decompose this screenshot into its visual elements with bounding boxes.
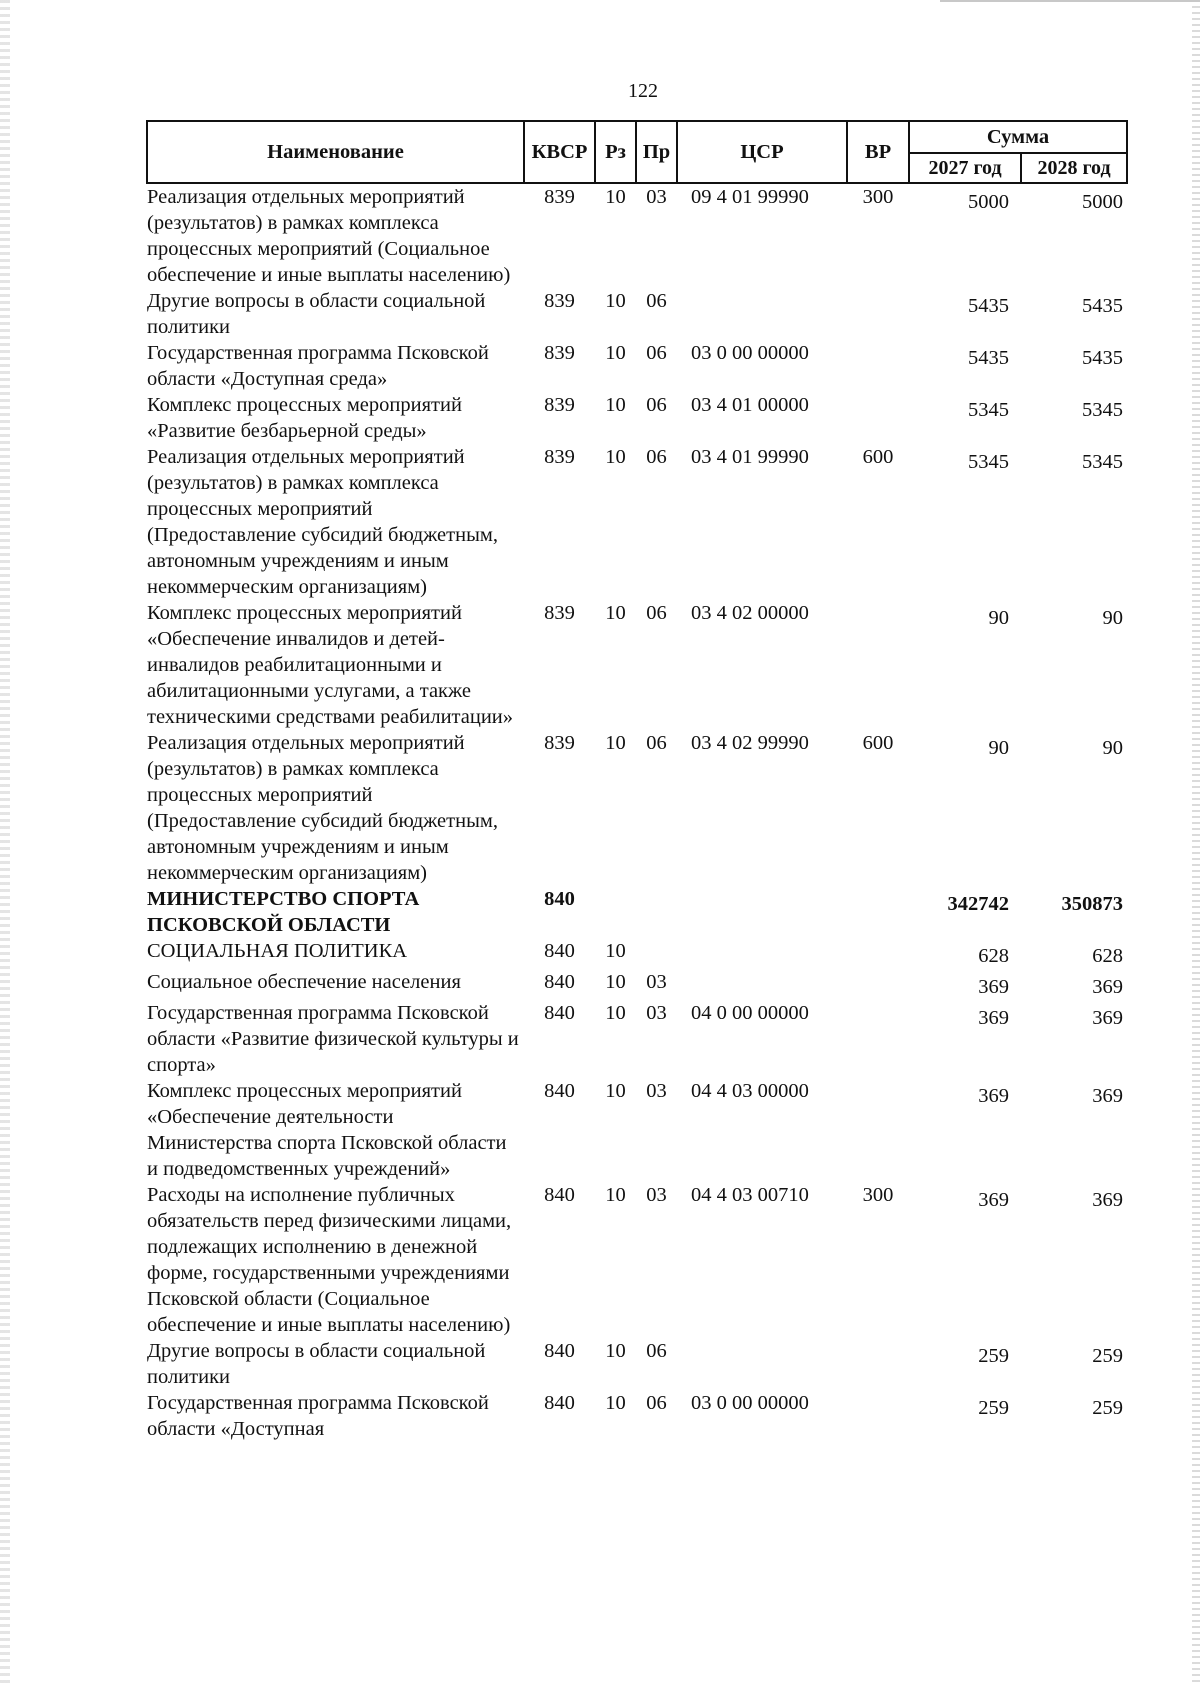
row-name: Комплекс процессных мероприятий «Развитие безбарьерной среды» <box>147 394 462 442</box>
row-pr: 06 <box>646 290 667 312</box>
row-rz: 10 <box>605 1184 626 1206</box>
row-sum-2028-value: 5435 <box>1082 347 1123 369</box>
row-sum-2028 <box>1021 392 1127 444</box>
row-name: Комплекс процессных мероприятий «Обеспечение инвалидов и детей-инвалидов реабилитационными и абилитационными услугами, а также техническими средствами реабилитации» <box>147 602 514 728</box>
row-sum-2027 <box>909 1338 1021 1390</box>
table-header <box>147 121 1127 183</box>
row-sum-2027 <box>909 1182 1021 1338</box>
budget-table-container <box>146 120 1126 1442</box>
row-vr <box>847 340 909 392</box>
row-sum-2028-value: 259 <box>1092 1345 1123 1367</box>
row-kvsr: 840 <box>544 1392 575 1414</box>
table-row <box>147 183 1127 288</box>
scan-edge-right <box>1192 0 1200 1686</box>
table-row <box>147 1000 1127 1078</box>
row-csr: 09 4 01 99990 <box>691 186 809 208</box>
row-rz: 10 <box>605 1340 626 1362</box>
header-year-2027: 2027 год <box>909 153 1021 183</box>
row-kvsr: 840 <box>544 1002 575 1024</box>
row-sum-2028-value: 369 <box>1092 1007 1123 1029</box>
row-kvsr: 840 <box>544 1184 575 1206</box>
row-sum-2028 <box>1021 288 1127 340</box>
row-rz: 10 <box>605 1002 626 1024</box>
row-name: Реализация отдельных мероприятий (результатов) в рамках комплекса процессных мероприятий (Социальное обеспечение и иные выплаты населению) <box>147 186 511 286</box>
row-name: Расходы на исполнение публичных обязательств перед физическими лицами, подлежащих исполнению в денежной форме, государственными учреждениями Псковской области (Социальное обеспечение и иные выплаты населению) <box>147 1184 512 1336</box>
row-rz: 10 <box>605 446 626 468</box>
row-sum-2028 <box>1021 1338 1127 1390</box>
row-sum-2028 <box>1021 938 1127 969</box>
row-kvsr: 840 <box>544 888 575 910</box>
row-csr: 04 4 03 00000 <box>691 1080 809 1102</box>
row-vr <box>847 288 909 340</box>
table-row <box>147 1338 1127 1390</box>
row-sum-2028 <box>1021 886 1127 938</box>
header-year-2028: 2028 год <box>1021 153 1127 183</box>
row-sum-2028 <box>1021 730 1127 886</box>
row-pr: 06 <box>646 394 667 416</box>
row-pr: 03 <box>646 1184 667 1206</box>
row-name: Государственная программа Псковской области «Развитие физической культуры и спорта» <box>147 1002 519 1076</box>
row-sum-2028-value: 90 <box>1102 737 1123 759</box>
table-row <box>147 288 1127 340</box>
row-sum-2028-value: 5435 <box>1082 295 1123 317</box>
row-kvsr: 839 <box>544 342 575 364</box>
row-sum-2027-value: 5000 <box>968 191 1009 213</box>
row-sum-2028 <box>1021 1078 1127 1182</box>
row-name: Другие вопросы в области социальной политики <box>147 1340 486 1388</box>
row-sum-2028-value: 5345 <box>1082 399 1123 421</box>
page-number: 122 <box>628 80 658 102</box>
row-name: Государственная программа Псковской области «Доступная среда» <box>147 342 489 390</box>
header-rz: Рз <box>595 121 636 183</box>
row-pr: 03 <box>646 1080 667 1102</box>
row-sum-2027 <box>909 1390 1021 1442</box>
header-vr: ВР <box>847 121 909 183</box>
scan-top-rule <box>940 0 1200 2</box>
header-pr: Пр <box>636 121 677 183</box>
row-vr <box>847 1078 909 1182</box>
table-row <box>147 600 1127 730</box>
row-sum-2028 <box>1021 600 1127 730</box>
row-pr: 06 <box>646 602 667 624</box>
budget-table <box>146 120 1128 1442</box>
row-sum-2028-value: 628 <box>1092 945 1123 967</box>
row-csr <box>677 886 847 938</box>
row-kvsr: 840 <box>544 940 575 962</box>
row-kvsr: 839 <box>544 290 575 312</box>
table-row <box>147 1182 1127 1338</box>
row-pr: 03 <box>646 186 667 208</box>
row-sum-2028 <box>1021 1390 1127 1442</box>
row-rz: 10 <box>605 940 626 962</box>
row-sum-2027-value: 259 <box>978 1345 1009 1367</box>
row-rz: 10 <box>605 186 626 208</box>
row-sum-2027-value: 369 <box>978 976 1009 998</box>
row-kvsr: 839 <box>544 186 575 208</box>
row-pr <box>636 886 677 938</box>
row-rz: 10 <box>605 394 626 416</box>
row-sum-2027 <box>909 1078 1021 1182</box>
row-vr: 300 <box>862 1184 894 1206</box>
row-name: Социальное обеспечение населения <box>147 971 461 993</box>
row-name: Реализация отдельных мероприятий (результатов) в рамках комплекса процессных мероприятий (Предоставление субсидий бюджетным, автономным учреждениям и иным некоммерческим организациям) <box>147 446 498 598</box>
row-name: МИНИСТЕРСТВО СПОРТА ПСКОВСКОЙ ОБЛАСТИ <box>147 888 420 936</box>
table-row <box>147 730 1127 886</box>
row-sum-2027-value: 5435 <box>968 295 1009 317</box>
row-sum-2027-value: 628 <box>978 945 1009 967</box>
row-csr <box>677 288 847 340</box>
row-sum-2028-value: 350873 <box>1061 893 1123 915</box>
row-vr: 600 <box>862 446 894 468</box>
row-rz: 10 <box>605 732 626 754</box>
row-sum-2028 <box>1021 1182 1127 1338</box>
row-rz: 10 <box>605 1080 626 1102</box>
row-sum-2027-value: 5435 <box>968 347 1009 369</box>
row-sum-2028 <box>1021 969 1127 1000</box>
row-pr: 06 <box>646 732 667 754</box>
row-sum-2028 <box>1021 1000 1127 1078</box>
row-pr: 06 <box>646 446 667 468</box>
row-sum-2027-value: 5345 <box>968 399 1009 421</box>
row-sum-2027 <box>909 938 1021 969</box>
header-csr: ЦСР <box>677 121 847 183</box>
row-sum-2027 <box>909 340 1021 392</box>
row-csr: 03 4 02 99990 <box>691 732 809 754</box>
row-pr: 06 <box>646 342 667 364</box>
row-kvsr: 840 <box>544 1340 575 1362</box>
row-sum-2028-value: 5345 <box>1082 451 1123 473</box>
table-row <box>147 1390 1127 1442</box>
row-rz: 10 <box>605 971 626 993</box>
row-csr: 03 4 02 00000 <box>691 602 809 624</box>
row-sum-2028-value: 369 <box>1092 1189 1123 1211</box>
row-csr: 04 0 00 00000 <box>691 1002 809 1024</box>
row-name: Государственная программа Псковской области «Доступная <box>147 1392 489 1440</box>
row-sum-2028 <box>1021 444 1127 600</box>
row-vr <box>847 938 909 969</box>
row-kvsr: 839 <box>544 602 575 624</box>
table-row <box>147 1078 1127 1182</box>
row-pr: 06 <box>646 1392 667 1414</box>
row-sum-2028-value: 369 <box>1092 976 1123 998</box>
row-sum-2028 <box>1021 340 1127 392</box>
table-row <box>147 340 1127 392</box>
row-sum-2028-value: 5000 <box>1082 191 1123 213</box>
row-kvsr: 839 <box>544 732 575 754</box>
row-sum-2027-value: 342742 <box>947 893 1009 915</box>
row-vr <box>847 600 909 730</box>
row-csr <box>677 969 847 1000</box>
row-vr <box>847 1338 909 1390</box>
row-rz: 10 <box>605 1392 626 1414</box>
row-kvsr: 839 <box>544 446 575 468</box>
row-sum-2027 <box>909 288 1021 340</box>
row-rz: 10 <box>605 602 626 624</box>
row-sum-2027 <box>909 1000 1021 1078</box>
row-sum-2028-value: 259 <box>1092 1397 1123 1419</box>
row-sum-2027 <box>909 886 1021 938</box>
row-sum-2027-value: 369 <box>978 1085 1009 1107</box>
row-pr <box>636 938 677 969</box>
row-sum-2027 <box>909 392 1021 444</box>
row-rz: 10 <box>605 342 626 364</box>
row-name: СОЦИАЛЬНАЯ ПОЛИТИКА <box>147 940 408 962</box>
row-sum-2027 <box>909 444 1021 600</box>
row-pr: 03 <box>646 1002 667 1024</box>
row-vr <box>847 969 909 1000</box>
row-kvsr: 840 <box>544 971 575 993</box>
row-csr: 03 4 01 00000 <box>691 394 809 416</box>
row-sum-2027 <box>909 600 1021 730</box>
row-sum-2028-value: 369 <box>1092 1085 1123 1107</box>
row-sum-2027 <box>909 183 1021 288</box>
row-vr: 300 <box>862 186 894 208</box>
row-csr <box>677 1338 847 1390</box>
row-csr: 03 0 00 00000 <box>691 1392 809 1414</box>
row-sum-2027-value: 369 <box>978 1007 1009 1029</box>
row-vr <box>847 1000 909 1078</box>
row-name: Реализация отдельных мероприятий (результатов) в рамках комплекса процессных мероприятий (Предоставление субсидий бюджетным, автономным учреждениям и иным некоммерческим организациям) <box>147 732 498 884</box>
row-vr <box>847 1390 909 1442</box>
row-sum-2027-value: 90 <box>988 607 1009 629</box>
header-name: Наименование <box>147 121 524 183</box>
row-vr <box>847 392 909 444</box>
row-kvsr: 840 <box>544 1080 575 1102</box>
row-csr: 03 4 01 99990 <box>691 446 809 468</box>
row-vr: 600 <box>862 732 894 754</box>
row-rz <box>595 886 636 938</box>
row-csr: 03 0 00 00000 <box>691 342 809 364</box>
header-kvsr: КВСР <box>524 121 595 183</box>
row-sum-2027-value: 259 <box>978 1397 1009 1419</box>
row-sum-2027 <box>909 730 1021 886</box>
row-pr: 03 <box>646 971 667 993</box>
row-sum-2027 <box>909 969 1021 1000</box>
row-kvsr: 839 <box>544 394 575 416</box>
row-sum-2028 <box>1021 183 1127 288</box>
table-row <box>147 444 1127 600</box>
row-vr <box>847 886 909 938</box>
row-sum-2027-value: 90 <box>988 737 1009 759</box>
row-name: Комплекс процессных мероприятий «Обеспечение деятельности Министерства спорта Псковской области и подведомственных учреждений» <box>147 1080 507 1180</box>
row-csr <box>677 938 847 969</box>
row-csr: 04 4 03 00710 <box>691 1184 809 1206</box>
table-row <box>147 938 1127 969</box>
table-row <box>147 969 1127 1000</box>
row-name: Другие вопросы в области социальной политики <box>147 290 486 338</box>
header-sum: Сумма <box>909 121 1127 153</box>
table-row <box>147 886 1127 938</box>
row-pr: 06 <box>646 1340 667 1362</box>
table-row <box>147 392 1127 444</box>
row-sum-2027-value: 5345 <box>968 451 1009 473</box>
scan-edge-left <box>0 0 10 1686</box>
table-body <box>147 183 1127 1442</box>
row-sum-2028-value: 90 <box>1102 607 1123 629</box>
row-rz: 10 <box>605 290 626 312</box>
row-sum-2027-value: 369 <box>978 1189 1009 1211</box>
